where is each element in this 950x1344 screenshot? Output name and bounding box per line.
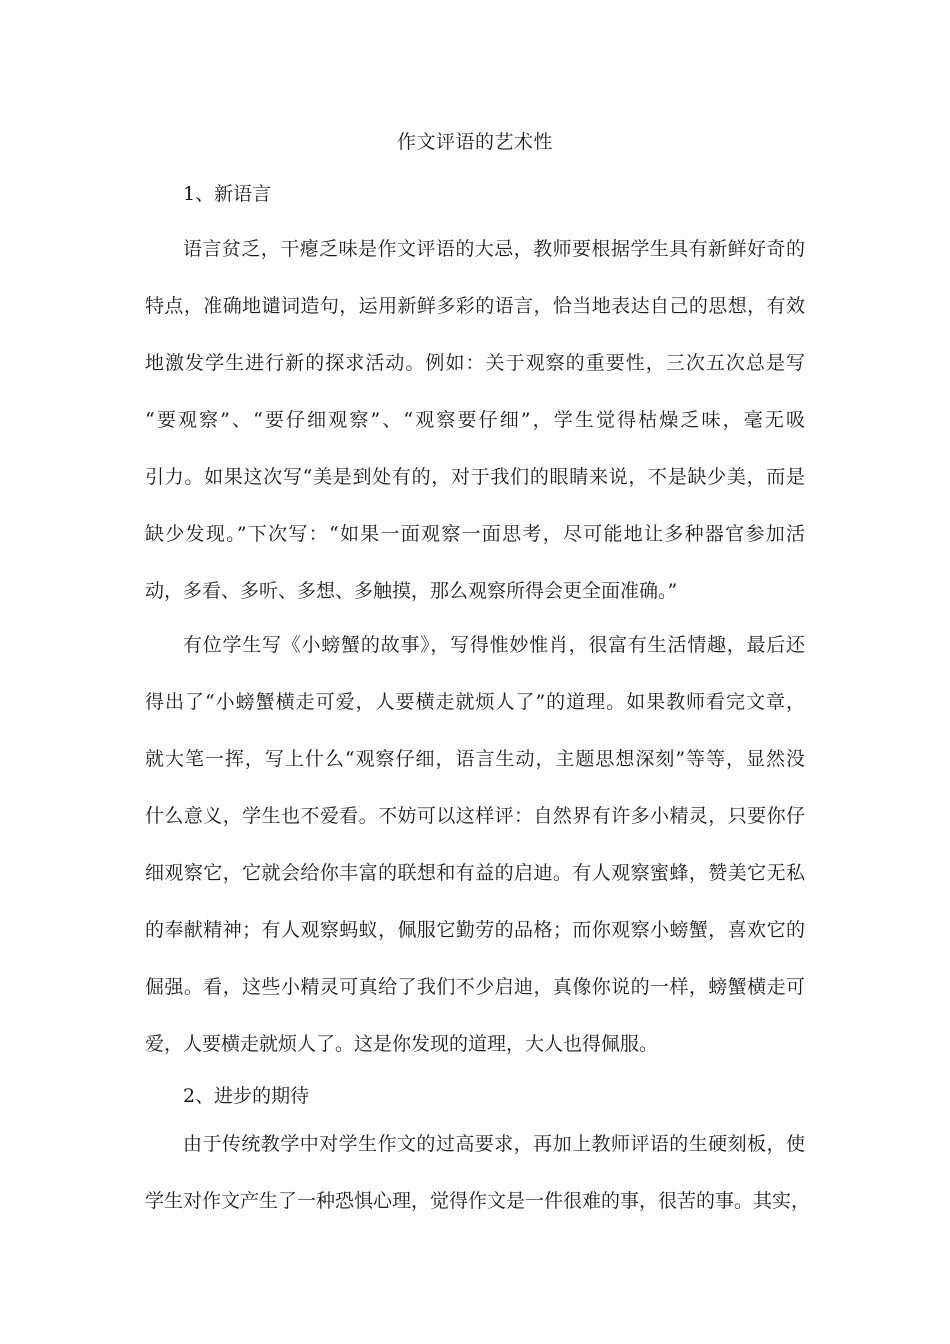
- paragraph-line: 什么意义，学生也不爱看。不妨可以这样评：自然界有许多小精灵，只要你仔: [145, 805, 805, 827]
- paragraph-line: 学生对作文产生了一种恐惧心理，觉得作文是一件很难的事，很苦的事。其实，: [145, 1190, 811, 1212]
- paragraph-line: 引力。如果这次写“美是到处有的，对于我们的眼睛来说，不是缺少美，而是: [145, 466, 805, 488]
- paragraph-line: 就大笔一挥，写上什么“观察仔细，语言生动，主题思想深刻”等等，显然没: [145, 748, 805, 770]
- document-title: 作文评语的艺术性: [396, 131, 553, 153]
- paragraph-line: 语言贫乏，干瘪乏味是作文评语的大忌，教师要根据学生具有新鲜好奇的: [183, 238, 805, 260]
- paragraph-line: 得出了“小螃蟹横走可爱，人要横走就烦人了”的道理。如果教师看完文章，: [145, 691, 805, 713]
- paragraph-line: 有位学生写《小螃蟹的故事》，写得惟妙惟肖，很富有生活情趣，最后还: [183, 634, 805, 656]
- section-heading-1: 1、新语言: [183, 183, 272, 205]
- paragraph-line: 爱，人要横走就烦人了。这是你发现的道理，大人也得佩服。: [145, 1033, 659, 1055]
- paragraph-line: 特点，准确地谴词造句，运用新鲜多彩的语言，恰当地表达自己的思想，有效: [145, 295, 805, 317]
- paragraph-line: 缺少发现。”下次写：“如果一面观察一面思考，尽可能地让多种器官参加活: [145, 523, 805, 545]
- paragraph-line: 由于传统教学中对学生作文的过高要求，再加上教师评语的生硬刻板，使: [183, 1133, 805, 1155]
- paragraph-line: 动，多看、多听、多想、多触摸，那么观察所得会更全面准确。”: [145, 580, 678, 602]
- paragraph-line: 地激发学生进行新的探求活动。例如：关于观察的重要性，三次五次总是写: [145, 352, 805, 374]
- paragraph-line: 倔强。看，这些小精灵可真给了我们不少启迪，真像你说的一样，螃蟹横走可: [145, 976, 805, 998]
- paragraph-line: “要观察”、“要仔细观察”、“观察要仔细”，学生觉得枯燥乏味，毫无吸: [145, 409, 805, 431]
- section-heading-2: 2、进步的期待: [183, 1085, 310, 1107]
- paragraph-line: 细观察它，它就会给你丰富的联想和有益的启迪。有人观察蜜蜂，赞美它无私: [145, 862, 805, 884]
- paragraph-line: 的奉献精神；有人观察蚂蚁，佩服它勤劳的品格；而你观察小螃蟹，喜欢它的: [145, 919, 805, 941]
